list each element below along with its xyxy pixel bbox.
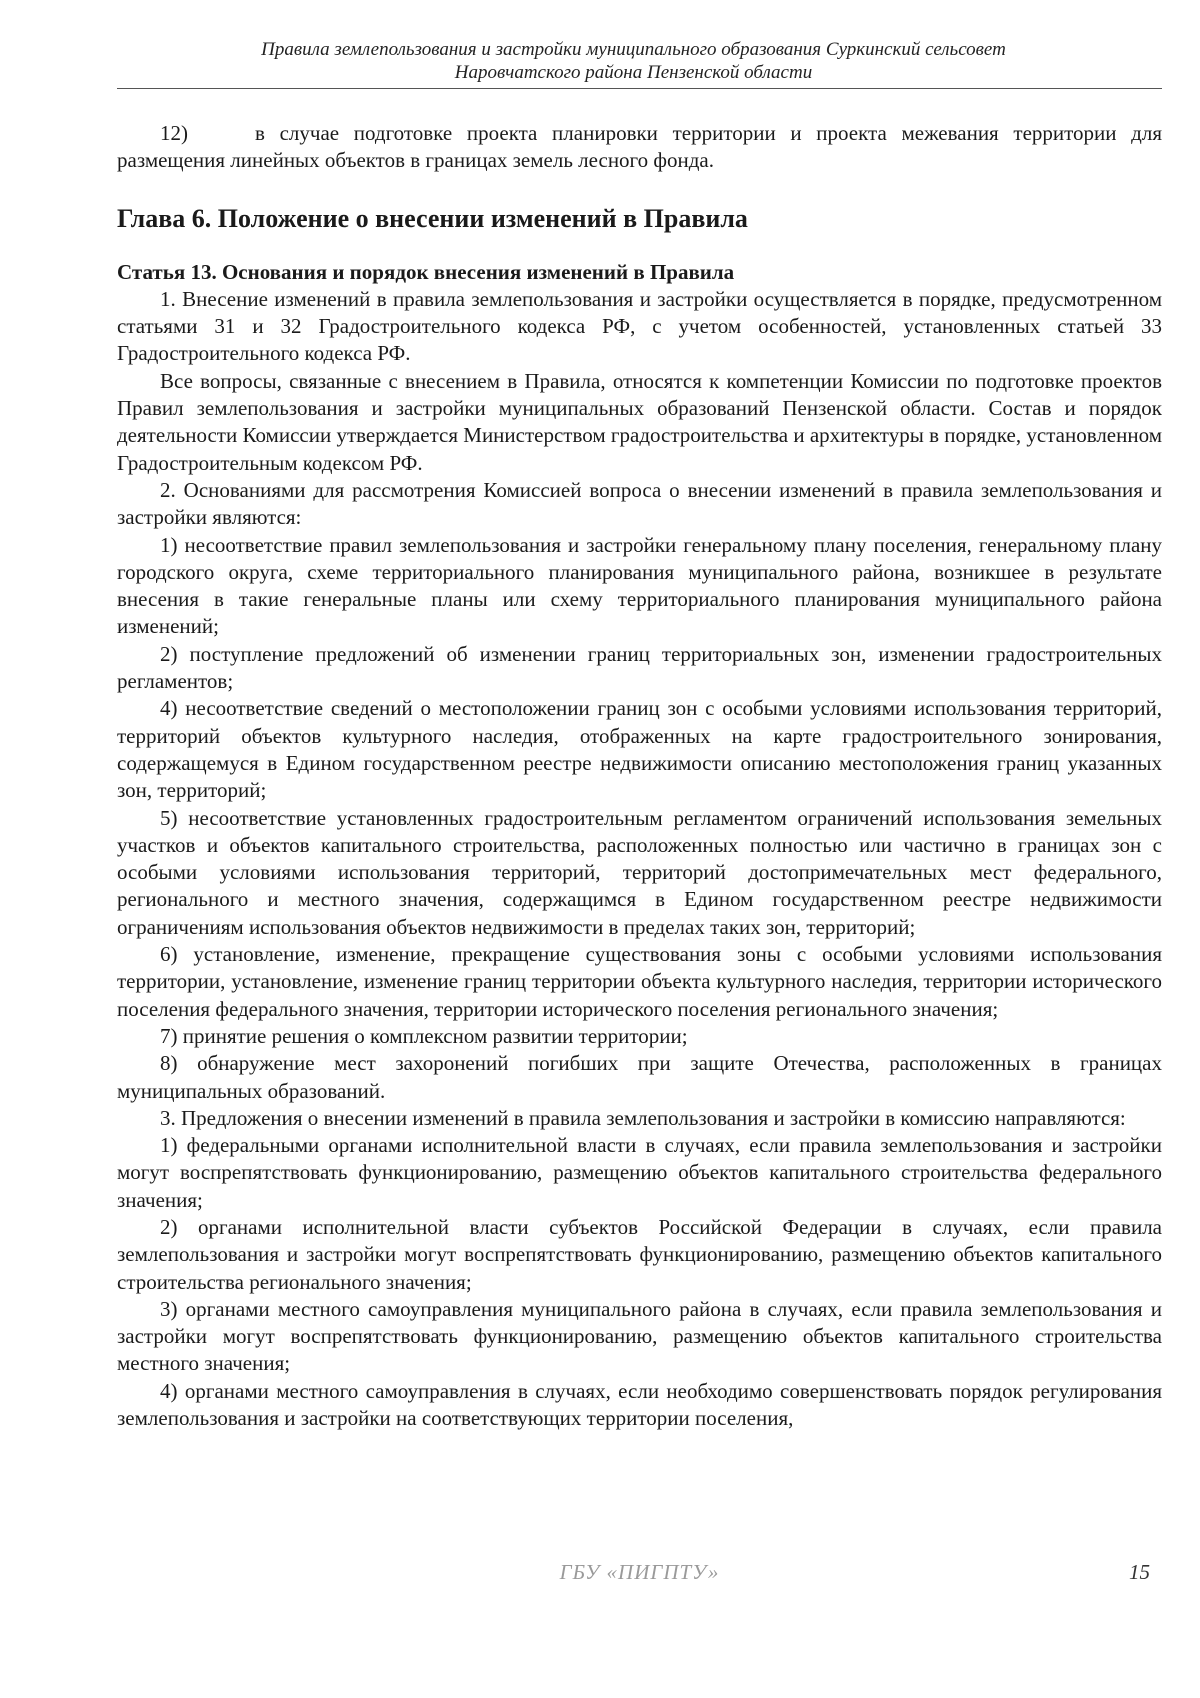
paragraph: 1. Внесение изменений в правила землепользования и застройки осуществляется в порядке, предусмотренном статьями 31 и 32 Градостроительного кодекса РФ, с учетом особенностей, установленных статьей 33 Градостроительного кодекса РФ. <box>117 286 1162 366</box>
list-item-number: 12) <box>160 121 188 145</box>
article-title: Статья 13. Основания и порядок внесения изменений в Правила <box>117 259 735 284</box>
header-line-1: Правила землепользования и застройки муниципального образования Суркинский сельсовет <box>261 39 1006 60</box>
paragraph: 6) установление, изменение, прекращение существования зоны с особыми условиями использования территории, установление, изменение границ территории объекта культурного наследия, территории исторического поселения федерального значения, территории исторического поселения регионального значения; <box>117 942 1162 1021</box>
list-item-12 <box>117 120 1162 175</box>
paragraph: 1) федеральными органами исполнительной власти в случаях, если правила землепользования и застройки могут воспрепятствовать функционированию, размещению объектов капитального строительства федерального значения; <box>117 1133 1162 1212</box>
paragraph: 1) несоответствие правил землепользования и застройки генеральному плану поселения, генеральному плану городского округа, схеме территориального планирования муниципального района, возникшее в результате внесения в такие генеральные планы или схему территориального планирования муниципального района изменений; <box>117 532 1162 639</box>
header-divider <box>117 88 1162 89</box>
page-body <box>117 120 1162 1432</box>
paragraph: 8) обнаружение мест захоронений погибших при защите Отечества, расположенных в границах муниципальных образований. <box>117 1051 1162 1103</box>
paragraph: 4) органами местного самоуправления в случаях, если необходимо совершенствовать порядок регулирования землепользования и застройки на соответствующих территории поселения, <box>117 1378 1162 1431</box>
paragraph: 2) органами исполнительной власти субъектов Российской Федерации в случаях, если правила землепользования и застройки могут воспрепятствовать функционированию, размещению объектов капитального строительства регионального значения; <box>117 1214 1162 1294</box>
header-line-2: Наровчатского района Пензенской области <box>454 62 813 83</box>
paragraph: 2. Основаниями для рассмотрения Комиссией вопроса о внесении изменений в правила землепользования и застройки являются: <box>117 477 1162 530</box>
paragraph: 5) несоответствие установленных градостроительным регламентом ограничений использования земельных участков и объектов капитального строительства, расположенных полностью или частично в границах зон с особыми условиями использования территорий, территорий достопримечательных мест федерального, регионального и местного значения, содержащимся в Едином государственном реестре недвижимости ограничениям использования объектов недвижимости в пределах таких зон, территорий; <box>117 805 1162 939</box>
list-item-text: в случае подготовке проекта планировки территории и проекта межевания территории для размещения линейных объектов в границах земель лесного фонда. <box>117 121 1162 173</box>
paragraph: 3) органами местного самоуправления муниципального района в случаях, если правила землепользования и застройки могут воспрепятствовать функционированию, размещению объектов капитального строительства местного значения; <box>117 1296 1162 1376</box>
paragraph: 2) поступление предложений об изменении границ территориальных зон, изменении градостроительных регламентов; <box>117 641 1162 694</box>
page-number: 15 <box>1129 1560 1150 1584</box>
paragraph: 4) несоответствие сведений о местоположении границ зон с особыми условиями использования территорий, территорий объектов культурного наследия, отображенных на карте градостроительного зонирования, содержащемуся в Едином государственном реестре недвижимости описанию местоположения границ указанных зон, территорий; <box>117 696 1162 803</box>
paragraph: Все вопросы, связанные с внесением в Правила, относятся к компетенции Комиссии по подготовке проектов Правил землепользования и застройки муниципальных образований Пензенской области. Состав и порядок деятельности Комиссии утверждается Министерством градостроительства и архитектуры в порядке, установленном Градостроительным кодексом РФ. <box>117 368 1162 475</box>
paragraph: 3. Предложения о внесении изменений в правила землепользования и застройки в комиссию направляются: <box>160 1105 1126 1130</box>
chapter-title: Глава 6. Положение о внесении изменений в Правила <box>117 203 748 233</box>
paragraph: 7) принятие решения о комплексном развитии территории; <box>160 1023 688 1048</box>
running-header <box>117 38 1150 84</box>
footer-organization: ГБУ «ПИГПТУ» <box>559 1560 720 1584</box>
